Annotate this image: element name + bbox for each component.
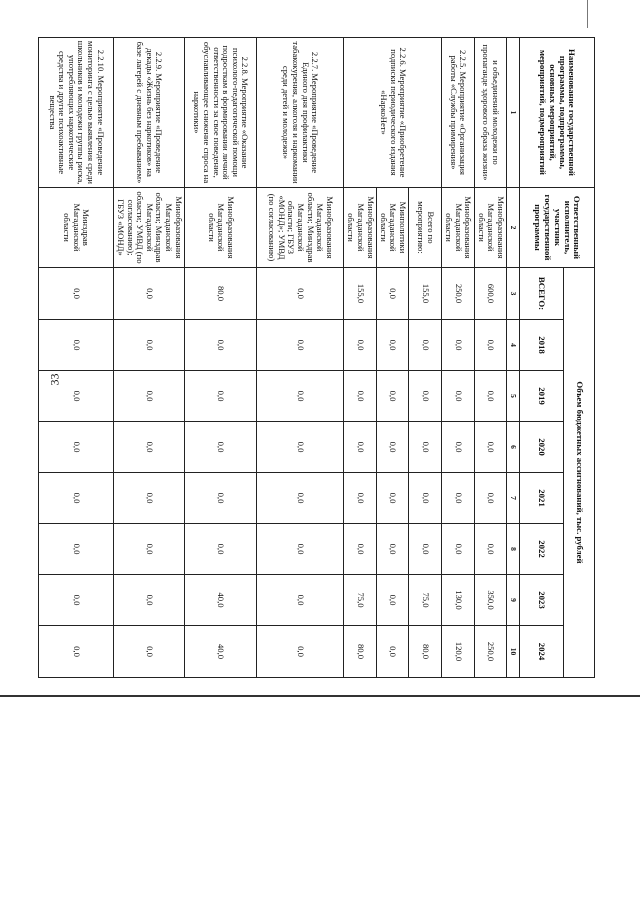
- value-cell: 0,0: [442, 371, 475, 422]
- value-cell: 0,0: [409, 422, 442, 473]
- row-responsible: Минобразования Магаданской области; Минздрав Магаданской области; ГБУЗ «МОНД»; УМВД (по согласованию): [256, 188, 344, 268]
- value-cell: 120,0: [442, 626, 475, 678]
- value-cell: 0,0: [474, 422, 507, 473]
- value-cell: 0,0: [39, 524, 114, 575]
- value-cell: 155,0: [344, 268, 377, 320]
- column-number: 4: [507, 320, 519, 371]
- row-responsible: Минполитики Магаданской области: [376, 188, 409, 268]
- rotated-table-page: [38, 37, 595, 677]
- header-name: Наименование государственной программы, подпрограммы, основных мероприятий, мероприятий, подмероприятий: [519, 38, 594, 188]
- value-cell: 0,0: [185, 422, 256, 473]
- value-cell: 0,0: [409, 524, 442, 575]
- header-responsible: Ответственный исполнитель, участник государственной программы: [519, 188, 594, 268]
- column-number: 1: [507, 38, 519, 188]
- row-name: и объединений молодежи по пропаганде здорового образа жизни»: [474, 38, 507, 188]
- value-cell: 80,0: [409, 626, 442, 678]
- column-number: 7: [507, 473, 519, 524]
- header-year: 2022: [519, 524, 564, 575]
- value-cell: 0,0: [376, 524, 409, 575]
- value-cell: 0,0: [474, 473, 507, 524]
- table-row: [474, 38, 507, 678]
- header-year: 2018: [519, 320, 564, 371]
- value-cell: 0,0: [376, 626, 409, 678]
- value-cell: 250,0: [442, 268, 475, 320]
- value-cell: 0,0: [474, 320, 507, 371]
- header-year: 2023: [519, 575, 564, 626]
- value-cell: 0,0: [474, 524, 507, 575]
- value-cell: 0,0: [256, 473, 344, 524]
- row-responsible: Минобразования Магаданской области: [442, 188, 475, 268]
- column-number: 9: [507, 575, 519, 626]
- value-cell: 0,0: [113, 524, 185, 575]
- table-row: [442, 38, 475, 678]
- value-cell: 0,0: [185, 473, 256, 524]
- value-cell: 600,0: [474, 268, 507, 320]
- value-cell: 0,0: [256, 626, 344, 678]
- value-cell: 0,0: [256, 422, 344, 473]
- row-name: 2.2.9. Мероприятие «Проведение декады «Жизнь без наркотиков» на базе лагерей с дневным пребыванием»: [113, 38, 185, 188]
- value-cell: 0,0: [39, 320, 114, 371]
- value-cell: 0,0: [39, 473, 114, 524]
- value-cell: 0,0: [442, 524, 475, 575]
- value-cell: 0,0: [344, 524, 377, 575]
- row-responsible: Минобразования Магаданской области: [474, 188, 507, 268]
- value-cell: 0,0: [113, 575, 185, 626]
- value-cell: 155,0: [409, 268, 442, 320]
- table-row: [185, 38, 256, 678]
- column-number: 10: [507, 626, 519, 678]
- value-cell: 0,0: [376, 422, 409, 473]
- value-cell: 0,0: [344, 371, 377, 422]
- row-responsible: Минздрав Магаданской области: [39, 188, 114, 268]
- value-cell: 0,0: [39, 268, 114, 320]
- value-cell: 80,0: [185, 268, 256, 320]
- value-cell: 0,0: [113, 626, 185, 678]
- header-year: 2021: [519, 473, 564, 524]
- table-row: [113, 38, 185, 678]
- value-cell: 0,0: [376, 268, 409, 320]
- row-name: 2.2.5. Мероприятие «Организация работы «Службы примирения»: [442, 38, 475, 188]
- value-cell: 40,0: [185, 626, 256, 678]
- value-cell: 0,0: [113, 320, 185, 371]
- row-responsible: Минобразования Магаданской области; Минздрав Магаданской области; УМВД (по согласованию); ГБУЗ «МОНД»: [113, 188, 185, 268]
- value-cell: 0,0: [344, 422, 377, 473]
- value-cell: 0,0: [256, 268, 344, 320]
- row-responsible: Минобразования Магаданской области: [344, 188, 377, 268]
- value-cell: 0,0: [113, 473, 185, 524]
- value-cell: 0,0: [185, 524, 256, 575]
- column-number: 8: [507, 524, 519, 575]
- row-name: 2.2.7. Мероприятие «Проведение Единого дня профилактики табакокурения, алкоголя и наркомании среди детей и молодежи»: [256, 38, 344, 188]
- value-cell: 0,0: [376, 371, 409, 422]
- value-cell: 130,0: [442, 575, 475, 626]
- value-cell: 0,0: [39, 575, 114, 626]
- column-number: 3: [507, 268, 519, 320]
- value-cell: 0,0: [256, 575, 344, 626]
- value-cell: 0,0: [113, 268, 185, 320]
- row-responsible: Минобразования Магаданской области: [185, 188, 256, 268]
- value-cell: 0,0: [39, 422, 114, 473]
- column-number: 5: [507, 371, 519, 422]
- header-total: ВСЕГО:: [519, 268, 564, 320]
- value-cell: 0,0: [256, 524, 344, 575]
- table-row: [409, 38, 442, 678]
- header-year: 2024: [519, 626, 564, 678]
- top-margin-line: [587, 0, 588, 28]
- row-name: 2.2.6. Мероприятие «Приобретение подписки периодического издания «НаркоНет»: [344, 38, 442, 188]
- value-cell: 0,0: [474, 371, 507, 422]
- value-cell: 0,0: [344, 320, 377, 371]
- value-cell: 0,0: [409, 371, 442, 422]
- value-cell: 0,0: [376, 473, 409, 524]
- value-cell: 0,0: [113, 371, 185, 422]
- page-divider: [0, 695, 640, 697]
- table-row: [256, 38, 344, 678]
- row-name: 2.2.8. Мероприятие «Оказание психолого-педагогической помощи подросткам в формировании личной ответственности за свое поведение, обуславливающее снижение спроса на наркотики»: [185, 38, 256, 188]
- value-cell: 0,0: [442, 320, 475, 371]
- value-cell: 0,0: [256, 371, 344, 422]
- value-cell: 0,0: [185, 371, 256, 422]
- column-number: 6: [507, 422, 519, 473]
- value-cell: 0,0: [442, 473, 475, 524]
- value-cell: 0,0: [344, 473, 377, 524]
- value-cell: 0,0: [185, 320, 256, 371]
- value-cell: 75,0: [409, 575, 442, 626]
- value-cell: 40,0: [185, 575, 256, 626]
- value-cell: 250,0: [474, 626, 507, 678]
- table-row: [39, 38, 114, 678]
- value-cell: 0,0: [442, 422, 475, 473]
- value-cell: 75,0: [344, 575, 377, 626]
- value-cell: 80,0: [344, 626, 377, 678]
- value-cell: 0,0: [256, 320, 344, 371]
- page-number: 33: [47, 373, 62, 386]
- value-cell: 0,0: [39, 371, 114, 422]
- row-name: 2.2.10. Мероприятие «Проведение мониторинга с целью выявления среди школьников и молодежи группы риска, употребляющих наркотические средства и другие психоактивные вещества: [39, 38, 114, 188]
- value-cell: 0,0: [409, 320, 442, 371]
- row-responsible: Всего по мероприятию:: [409, 188, 442, 268]
- value-cell: 0,0: [376, 320, 409, 371]
- header-year: 2020: [519, 422, 564, 473]
- value-cell: 0,0: [409, 473, 442, 524]
- value-cell: 0,0: [39, 626, 114, 678]
- value-cell: 0,0: [113, 422, 185, 473]
- budget-table: [38, 37, 595, 678]
- value-cell: 0,0: [376, 575, 409, 626]
- column-number: 2: [507, 188, 519, 268]
- header-budget-group: Объем бюджетных ассигнований, тыс. рублей: [564, 268, 595, 678]
- header-year: 2019: [519, 371, 564, 422]
- value-cell: 350,0: [474, 575, 507, 626]
